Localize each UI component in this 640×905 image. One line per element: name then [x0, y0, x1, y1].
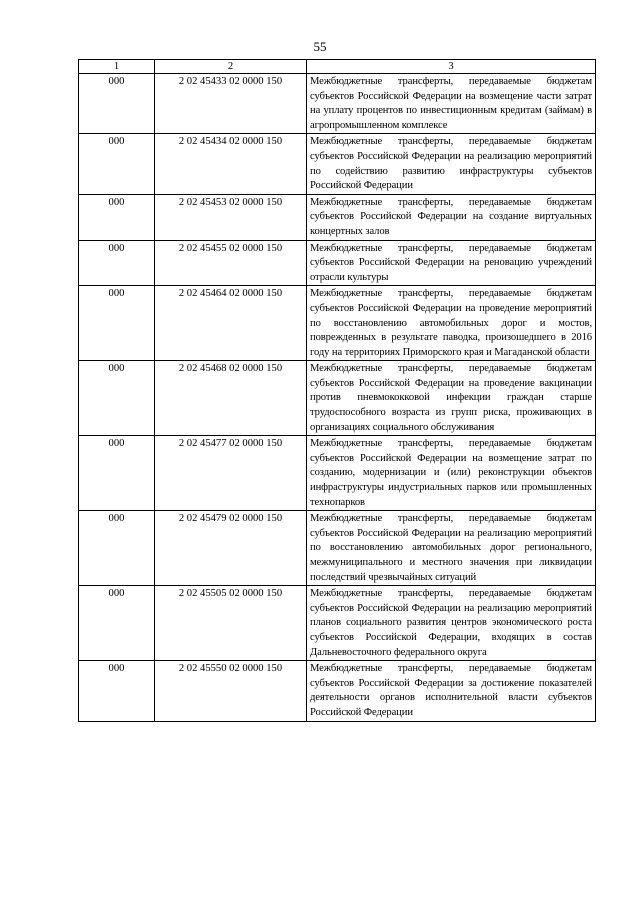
- budget-code-cell: 2 02 45434 02 0000 150: [155, 134, 307, 194]
- table-row: [79, 286, 596, 361]
- table-row: [79, 586, 596, 661]
- column-header-2: 2: [155, 60, 307, 74]
- table-row: [79, 74, 596, 134]
- admin-code-cell: 000: [79, 74, 155, 134]
- page-number: 55: [313, 39, 327, 54]
- budget-code-cell: 2 02 45455 02 0000 150: [155, 240, 307, 286]
- revenue-name-cell: Межбюджетные трансферты, передаваемые бюджетам субъектов Российской Федерации на возмещение части затрат на уплату процентов по инвестиционным кредитам (займам) в агропромышленном комплексе: [307, 74, 596, 134]
- budget-code-cell: 2 02 45468 02 0000 150: [155, 361, 307, 436]
- table-row: [79, 661, 596, 721]
- table-header-row: [79, 60, 596, 74]
- admin-code-cell: 000: [79, 436, 155, 511]
- column-header-1: 1: [79, 60, 155, 74]
- revenue-name-cell: Межбюджетные трансферты, передаваемые бюджетам субъектов Российской Федерации на реализацию мероприятий по содействию развитию инфраструктуры субъектов Российской Федерации: [307, 134, 596, 194]
- admin-code-cell: 000: [79, 134, 155, 194]
- budget-code-cell: 2 02 45479 02 0000 150: [155, 511, 307, 586]
- revenue-name-cell: Межбюджетные трансферты, передаваемые бюджетам субъектов Российской Федерации на проведение вакцинации против пневмококковой инфекции граждан старше трудоспособного возраста из групп риска, проживающих в организациях социального обслуживания: [307, 361, 596, 436]
- admin-code-cell: 000: [79, 240, 155, 286]
- table-row: [79, 240, 596, 286]
- revenue-name-cell: Межбюджетные трансферты, передаваемые бюджетам субъектов Российской Федерации на создание виртуальных концертных залов: [307, 194, 596, 240]
- table-row: [79, 194, 596, 240]
- table-row: [79, 361, 596, 436]
- budget-code-cell: 2 02 45477 02 0000 150: [155, 436, 307, 511]
- budget-code-cell: 2 02 45453 02 0000 150: [155, 194, 307, 240]
- budget-code-cell: 2 02 45464 02 0000 150: [155, 286, 307, 361]
- table-row: [79, 436, 596, 511]
- table-row: [79, 134, 596, 194]
- budget-code-cell: 2 02 45505 02 0000 150: [155, 586, 307, 661]
- budget-code-cell: 2 02 45433 02 0000 150: [155, 74, 307, 134]
- revenue-name-cell: Межбюджетные трансферты, передаваемые бюджетам субъектов Российской Федерации на проведение мероприятий по восстановлению автомобильных дорог и мостов, поврежденных в результате паводка, произошедшего в 2016 году на территориях Приморского края и Магаданской области: [307, 286, 596, 361]
- admin-code-cell: 000: [79, 511, 155, 586]
- admin-code-cell: 000: [79, 286, 155, 361]
- revenue-name-cell: Межбюджетные трансферты, передаваемые бюджетам субъектов Российской Федерации на реализацию мероприятий планов социального развития центров экономического роста субъектов Российской Федерации, входящих в состав Дальневосточного федерального округа: [307, 586, 596, 661]
- revenue-name-cell: Межбюджетные трансферты, передаваемые бюджетам субъектов Российской Федерации на реализацию мероприятий по восстановлению автомобильных дорог регионального, межмуниципального и местного значения при ликвидации последствий чрезвычайных ситуаций: [307, 511, 596, 586]
- revenue-name-cell: Межбюджетные трансферты, передаваемые бюджетам субъектов Российской Федерации на реновацию учреждений отрасли культуры: [307, 240, 596, 286]
- admin-code-cell: 000: [79, 194, 155, 240]
- revenue-name-cell: Межбюджетные трансферты, передаваемые бюджетам субъектов Российской Федерации за достижение показателей деятельности органов исполнительной власти субъектов Российской Федерации: [307, 661, 596, 721]
- admin-code-cell: 000: [79, 661, 155, 721]
- table-row: [79, 511, 596, 586]
- budget-code-cell: 2 02 45550 02 0000 150: [155, 661, 307, 721]
- revenue-name-cell: Межбюджетные трансферты, передаваемые бюджетам субъектов Российской Федерации на возмещение затрат по созданию, модернизации и (или) реконструкции объектов инфраструктуры индустриальных парков или промышленных технопарков: [307, 436, 596, 511]
- column-header-3: 3: [307, 60, 596, 74]
- budget-codes-table: [78, 59, 596, 722]
- admin-code-cell: 000: [79, 586, 155, 661]
- admin-code-cell: 000: [79, 361, 155, 436]
